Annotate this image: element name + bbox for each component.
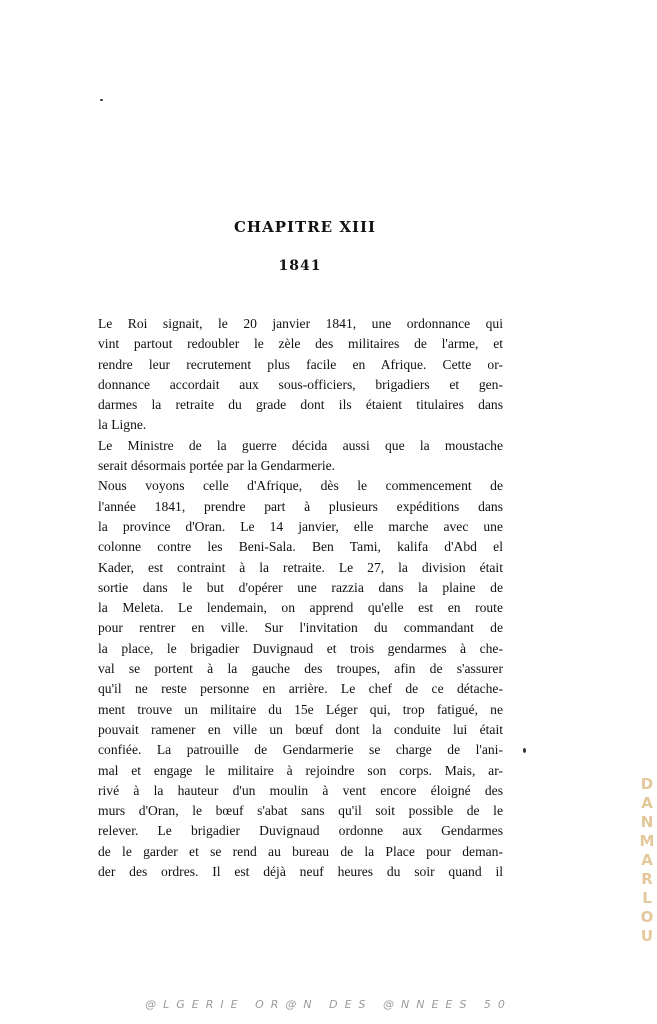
text-line: der des ordres. Il est déjà neuf heures du soir quand il [98, 864, 503, 880]
text-line: mal et engage le militaire à rejoindre son corps. Mais, ar- [98, 762, 503, 778]
ink-speck [100, 99, 103, 101]
text-line: rendre leur recrutement plus facile en Afrique. Cette or- [98, 356, 503, 372]
text-line: val se portent à la gauche des troupes, afin de s'assurer [98, 661, 503, 677]
text-line: confiée. La patrouille de Gendarmerie se charge de l'ani- [98, 742, 503, 758]
ink-speck [523, 748, 526, 753]
text-line: la Meleta. Le lendemain, on apprend qu'elle est en route [98, 600, 503, 616]
paragraph-3 [98, 476, 503, 882]
text-line: donnance accordait aux sous-officiers, brigadiers et gen- [98, 376, 503, 392]
chapter-year: 1841 [278, 258, 322, 274]
chapter-title: CHAPITRE XIII [233, 218, 377, 236]
text-line: la Ligne. [98, 417, 147, 433]
text-line: qu'il ne reste personne en arrière. Le chef de ce détache- [98, 681, 503, 697]
text-line: serait désormais portée par la Gendarmerie. [98, 458, 336, 474]
paragraph-1 [98, 314, 503, 436]
body-text [98, 314, 503, 882]
text-line: darmes la retraite du grade dont ils étaient titulaires dans [98, 397, 503, 413]
text-line: Kader, est contraint à la retraite. Le 27, la division était [98, 559, 503, 575]
text-line: pouvait ramener en ville un bœuf dont la conduite lui était [98, 721, 503, 737]
text-line: relever. Le brigadier Duvignaud ordonne aux Gendarmes [98, 823, 503, 839]
text-line: sortie dans le but d'opérer une razzia dans la plaine de [98, 579, 503, 595]
side-watermark: DANMARLOU [638, 775, 656, 946]
text-line: Le Ministre de la guerre décida aussi que la moustache [98, 437, 503, 453]
text-line: ment trouve un militaire du 15e Léger qui, trop fatigué, ne [98, 701, 503, 717]
text-line: pour rentrer en ville. Sur l'invitation du commandant de [98, 620, 503, 636]
text-line: la province d'Oran. Le 14 janvier, elle marche avec une [98, 518, 503, 534]
paragraph-2 [98, 436, 503, 477]
text-line: Le Roi signait, le 20 janvier 1841, une ordonnance qui [98, 316, 503, 331]
text-line: rivé à la hauteur d'un moulin à vent encore éloigné des [98, 782, 503, 798]
text-line: colonne contre les Beni-Sala. Ben Tami, kalifa d'Abd el [98, 539, 503, 555]
text-line: vint partout redoubler le zèle des militaires de l'arme, et [98, 336, 503, 352]
text-line: l'année 1841, prendre part à plusieurs expéditions dans [98, 498, 503, 514]
text-line: de le garder et se rend au bureau de la Place pour deman- [98, 843, 503, 859]
text-line: murs d'Oran, le bœuf s'abat sans qu'il soit possible de le [98, 803, 503, 819]
text-line: Nous voyons celle d'Afrique, dès le commencement de [98, 478, 503, 494]
text-line: la place, le brigadier Duvignaud et trois gendarmes à che- [98, 640, 503, 656]
footer-watermark: @LGERIE OR@N DES @NNEES 50 [145, 998, 512, 1011]
